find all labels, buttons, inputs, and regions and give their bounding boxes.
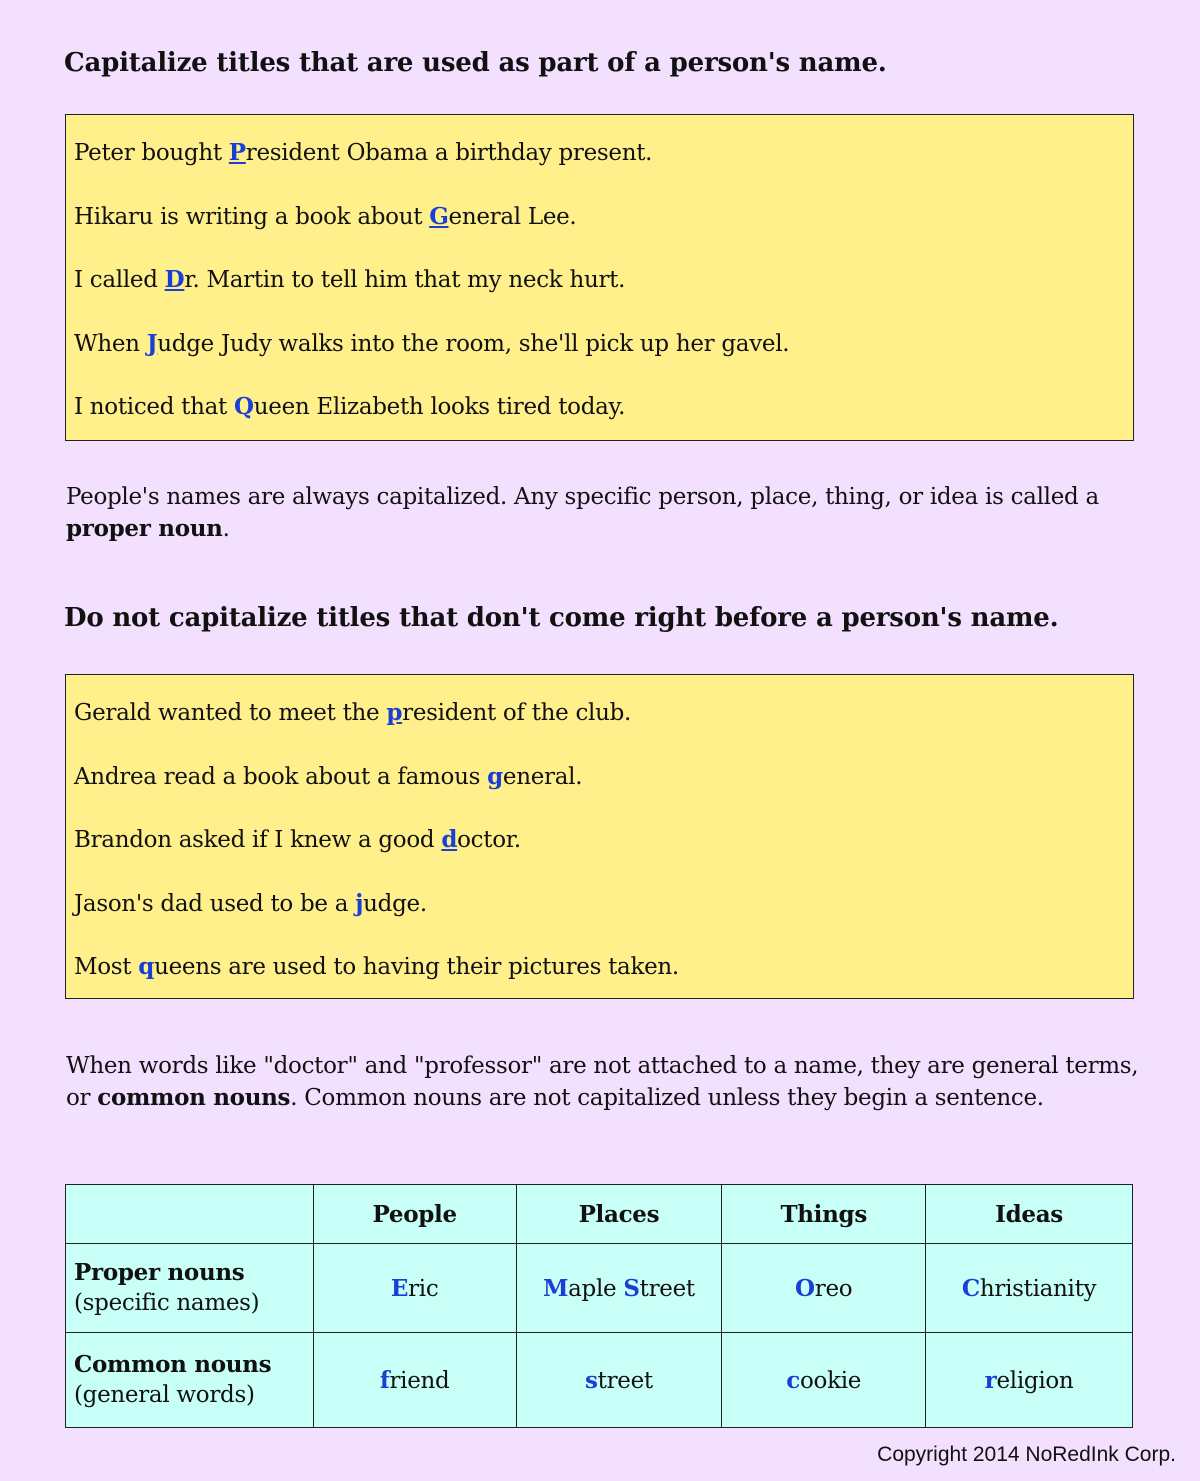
table-cell: Maple Street (516, 1244, 722, 1333)
example-sentence: Hikaru is writing a book about General Lee. (74, 202, 577, 230)
table-header-ideas: Ideas (926, 1185, 1133, 1244)
table-header-empty (66, 1185, 314, 1244)
example-sentence: Andrea read a book about a famous general. (74, 762, 583, 790)
lowercase-letter-highlight: q (138, 953, 155, 980)
lowercase-letter-highlight: d (441, 826, 458, 853)
example-sentence: Peter bought President Obama a birthday present. (74, 139, 653, 166)
example-sentence: When Judge Judy walks into the room, she'll pick up her gavel. (74, 329, 790, 357)
common-title-examples-box (65, 674, 1134, 999)
capital-letter-highlight: Q (234, 393, 254, 420)
table-cell: Eric (313, 1244, 516, 1333)
table-header-places: Places (516, 1185, 722, 1244)
lowercase-letter-highlight: j (355, 889, 364, 917)
table-cell: cookie (722, 1333, 926, 1428)
table-row-common-nouns (66, 1333, 1133, 1428)
section1-heading: Capitalize titles that are used as part of a person's name. (64, 48, 887, 78)
table-cell: Christianity (926, 1244, 1133, 1333)
capital-letter-highlight: P (228, 139, 246, 166)
proper-title-examples-box (65, 114, 1134, 441)
row-label-common-nouns: Common nouns (general words) (66, 1333, 314, 1428)
example-sentence: Brandon asked if I knew a good doctor. (74, 826, 521, 853)
example-sentence: I called Dr. Martin to tell him that my neck hurt. (74, 266, 626, 293)
copyright-notice: Copyright 2014 NoRedInk Corp. (877, 1443, 1176, 1466)
proper-noun-explanation: People's names are always capitalized. Any specific person, place, thing, or idea is called a proper noun. (66, 484, 1099, 542)
lowercase-letter-highlight: g (487, 762, 503, 790)
common-noun-explanation: When words like "doctor" and "professor" are not attached to a name, they are general terms, or common nouns. Common nouns are not capitalized unless they begin a sentence. (66, 1053, 1139, 1111)
table-cell: Oreo (722, 1244, 926, 1333)
proper-noun-term: proper noun (66, 515, 223, 542)
example-sentence: Most queens are used to having their pictures taken. (74, 953, 679, 980)
table-row-proper-nouns (66, 1244, 1133, 1333)
example-sentence: Gerald wanted to meet the president of the club. (74, 699, 632, 726)
table-cell: friend (313, 1333, 516, 1428)
common-noun-term: common nouns (97, 1084, 291, 1111)
table-header-row (66, 1185, 1133, 1244)
lowercase-letter-highlight: p (386, 699, 403, 726)
noun-types-table (65, 1184, 1133, 1428)
table-header-things: Things (722, 1185, 926, 1244)
example-sentence: I noticed that Queen Elizabeth looks tired today. (74, 393, 626, 420)
capital-letter-highlight: G (429, 202, 449, 230)
example-sentence: Jason's dad used to be a judge. (74, 889, 427, 917)
table-header-people: People (313, 1185, 516, 1244)
section2-heading: Do not capitalize titles that don't come right before a person's name. (64, 603, 1059, 633)
capital-letter-highlight: D (164, 266, 185, 293)
table-cell: street (516, 1333, 722, 1428)
table-cell: religion (926, 1333, 1133, 1428)
capital-letter-highlight: J (146, 329, 158, 357)
row-label-proper-nouns: Proper nouns (specific names) (66, 1244, 314, 1333)
